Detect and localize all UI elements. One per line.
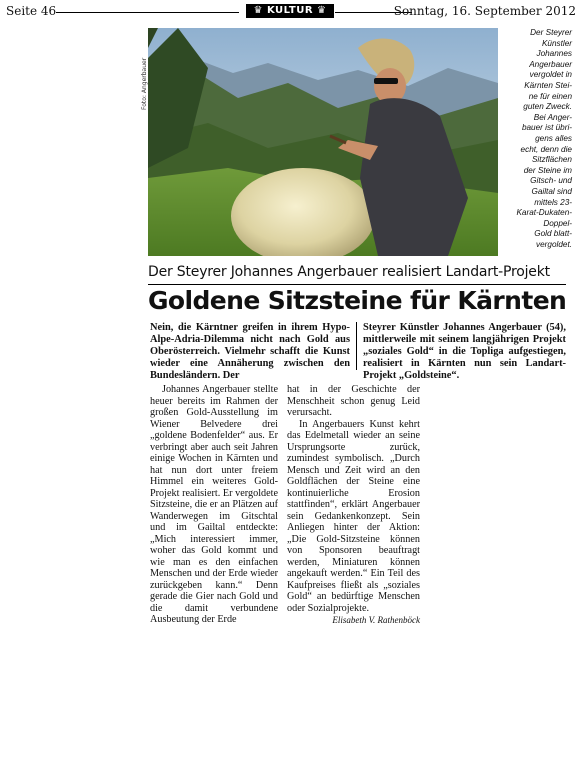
- body-paragraph: In Angerbauers Kunst kehrt das Edelmetall wieder an seine Ursprungsorte zurück, zumindest symbolisch. „Durch Mensch und Zeit wird an den Goldflächen der Steine eine kontinuierliche Erosion stattfinden“, erklärt Angerbauer sein Gedankenkonzept. Sein Anliegen hinter der Aktion: „Die Gold-Sitzsteine können von Sponsoren beauftragt werden, Miniaturen können angekauft werden.“ Ein Teil des Kaufpreises fließt als „soziales Gold“ an bedürftige Menschen oder Sozialprojekte.: [287, 418, 420, 614]
- body-column-2: [287, 384, 420, 627]
- photo-caption: Der Steyrer Künstler Johannes Angerbauer vergoldet in Kärnten Stei- ne für einen guten Zweck. Bei Anger- bauer ist übri- gens alles echt, denn die Sitzflächen der Steine im Gitsch- und Gailtal sind mittels 23- Karat-Dukaten- Doppel- Gold blatt- vergoldet.: [516, 28, 572, 249]
- page-number: Seite 46: [6, 4, 57, 18]
- lead-text-right: Steyrer Künstler Johannes Angerbauer (54), mittlerweile mit seinem langjährigen Projekt „soziales Gold“ in die Topliga aufgestiegen, realisiert in Kärnten nun sein Landart-Projekt „Goldsteine“.: [363, 322, 566, 381]
- article-headline: Goldene Sitzsteine für Kärnten: [148, 286, 567, 315]
- body-column-1: [150, 384, 278, 626]
- lead-text-left: Nein, die Kärntner greifen in ihrem Hypo-Alpe-Adria-Dilemma nicht nach Gold aus Oberösterreich. Vielmehr schafft die Kunst wieder eine Annäherung zwischen den Bundesländern. Der: [150, 322, 350, 381]
- article-author: Elisabeth V. Rathenböck: [332, 615, 420, 625]
- lead-divider: [356, 322, 357, 370]
- body-paragraph: hat in der Geschichte der Menschheit schon genug Leid verursacht.: [287, 384, 420, 418]
- section-label: ♛ KULTUR ♛: [246, 4, 334, 18]
- photo-credit: Foto: Angerbauer: [141, 57, 148, 110]
- header-rule-left: [56, 12, 239, 13]
- issue-date: Sonntag, 16. September 2012: [393, 4, 576, 18]
- page-header: [6, 4, 576, 20]
- body-paragraph: Johannes Angerbauer stellte heuer bereits im Rahmen der großen Gold-Ausstellung im Wiener Belvedere drei „goldene Bodenfelder“ aus. Er verbringt aber auch seit Jahren einige Wochen in Kärnten und hat nun dort unter freiem Himmel ein weiteres Gold-Projekt realisiert. Er vergoldete Sitzsteine, die er an Plätzen auf Wanderwegen im Gitschtal und im Gailtal entdeckte: „Mich interessiert immer, woher das Gold kommt und wie man es den einfachen Menschen und der Erde wieder zurückgeben kann.“ Denn gerade die Gier nach Gold und die damit verbundene Ausbeutung der Erde: [150, 384, 278, 625]
- kicker-rule: [148, 284, 566, 285]
- article-photo: [148, 28, 498, 256]
- article-kicker: Der Steyrer Johannes Angerbauer realisiert Landart-Projekt: [148, 264, 550, 280]
